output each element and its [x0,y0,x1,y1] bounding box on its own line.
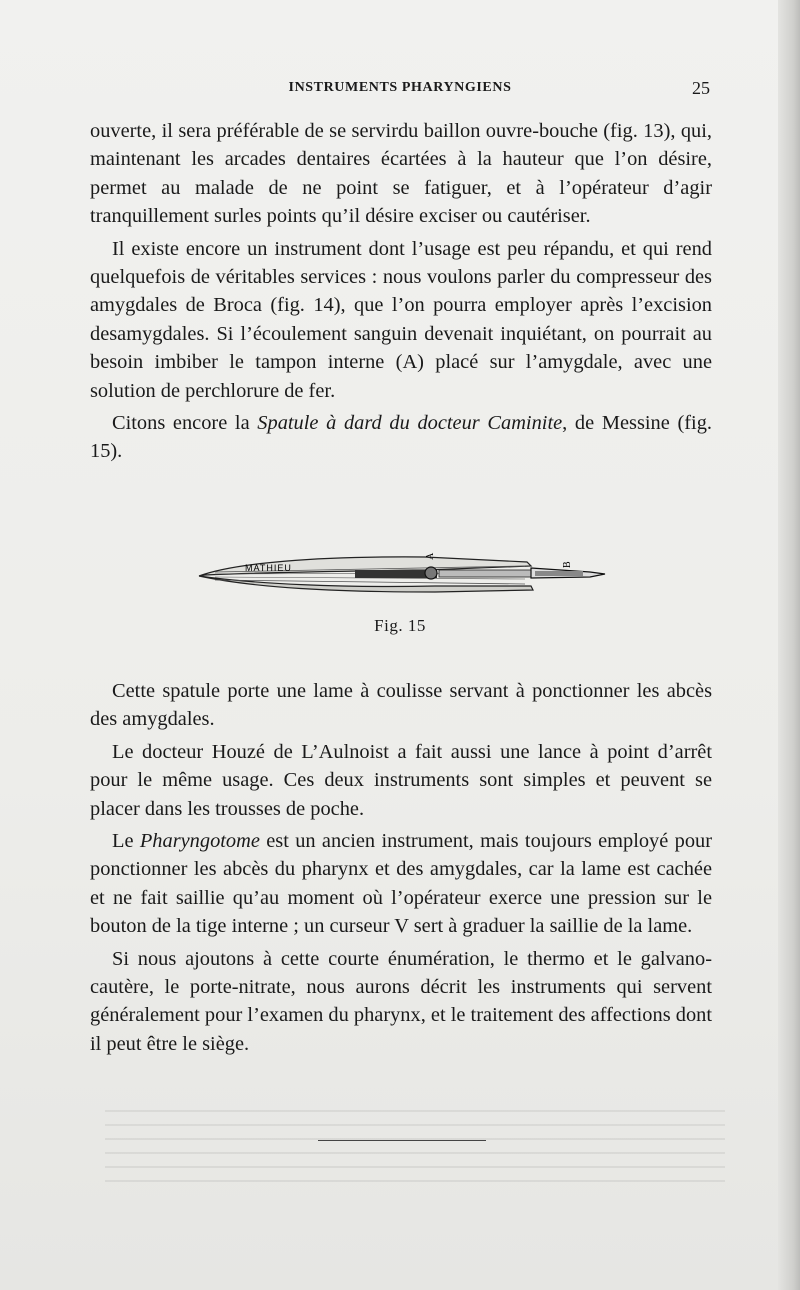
citation-lead: Citons encore la [112,412,258,435]
page-header [90,78,710,100]
citation-tail: , de Messine (fig. 15). [90,412,712,463]
paragraph-continuation: ouverte, il sera préférable de se servirdu baillon ouvre-bouche (fig. 13), qui, maintenant les arcades dentaires écartées à la hauteur que l’on désire, permet au malade de ne point se fatiguer, et à l’opérateur d’agir tranquillement surles points qu’il désire exciser ou cautériser. [90,120,712,228]
paragraph-broca: Il existe encore un instrument dont l’usage est peu répandu, et qui rend quelquefois de véritables services : nous voulons parler du compresseur des amygdales de Broca (fig. 14), que l’on pourra employer après l’excision desamygdales. Si l’écoulement sanguin devenait inquiétant, on pourrait au besoin imbiber le tampon interne (A) placé sur l’amygdale, avec une solution de perchlorure de fer. [90,237,712,402]
paragraph-spatule: Cette spatule porte une lame à coulisse servant à ponctionner les abcès des amygdales. [90,680,712,731]
pharyngotome-rest: est un ancien instrument, mais toujours employé pour ponctionner les abcès du pharynx et des amygdales, car la lame est cachée et ne fait saillie qu’au moment où l’opérateur exerce une pression sur le bouton de la tige interne ; un curseur V sert à graduer la saillie de la lame. [90,830,712,938]
pharyngotome-lead: Le [112,830,140,853]
pharyngotome-term: Pharyngotome [139,830,260,853]
page-edge-shadow [778,0,800,1290]
bleed-through-footnotes [105,1110,725,1190]
figure-caption: Fig. 15 [374,616,426,635]
footer-rule [318,1140,486,1141]
paragraph-conclusion: Si nous ajoutons à cette courte énumération, le thermo et le galvano-cautère, le porte-nitrate, nous aurons décrit les instruments qui servent généralement pour l’examen du pharynx, et le traitement des affections dont il peut être le siège. [90,947,712,1055]
paragraph-pharyngotome [90,827,712,941]
paragraph-houze: Le docteur Houzé de L’Aulnoist a fait aussi une lance à point d’arrêt pour le même usage. Ces deux instruments sont simples et peuvent se placer dans les trousses de poche. [90,740,712,820]
page-number: 25 [692,78,710,98]
spatule-illustration [195,548,610,598]
figure-letter-b: B [562,561,573,568]
paragraph-caminite [90,409,712,466]
figure-letter-a: A [425,552,436,560]
body-text-top [90,117,712,470]
body-text-bottom [90,677,712,1062]
citation-title: Spatule à dard du docteur Caminite [257,412,563,435]
running-title: INSTRUMENTS PHARYNGIENS [288,80,512,95]
engraving-label: MATHIEU [245,563,292,573]
